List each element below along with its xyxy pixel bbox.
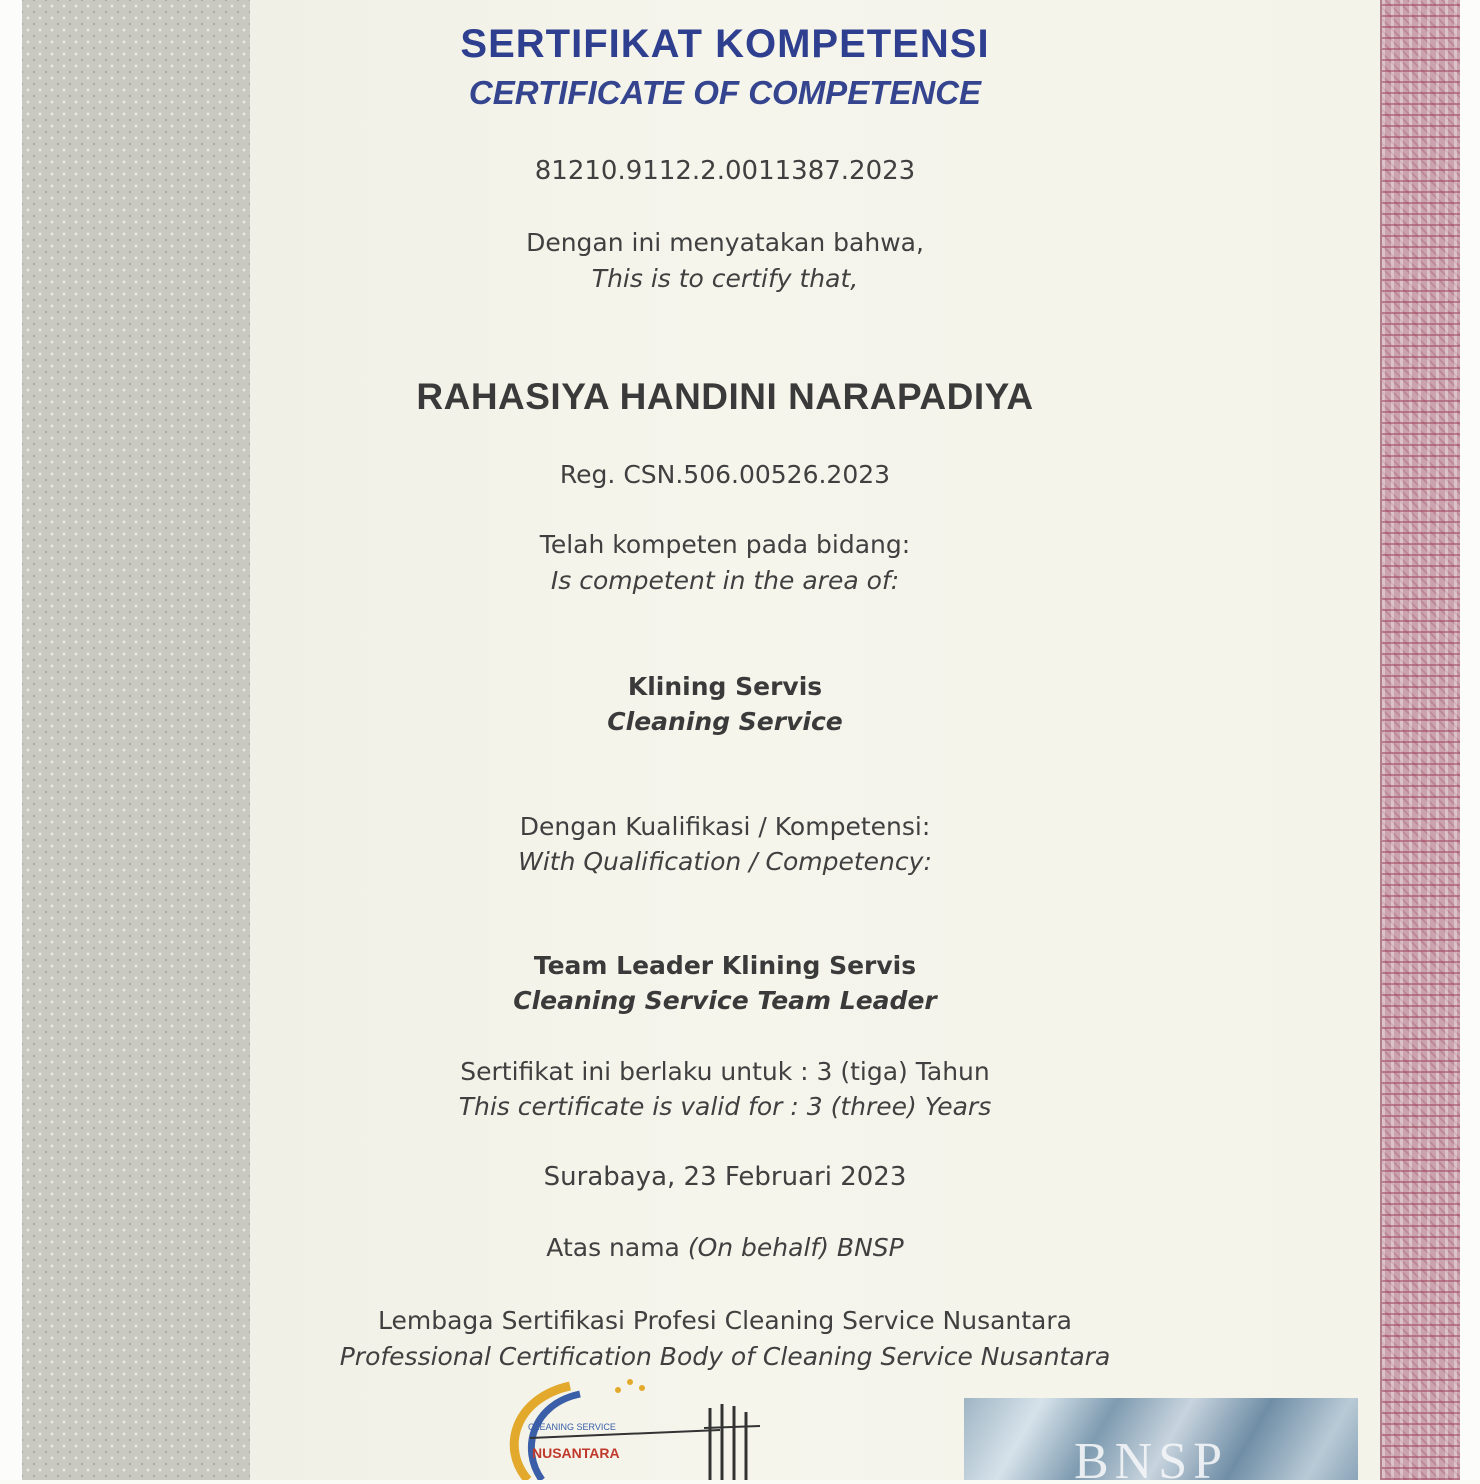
on-behalf-line <box>250 1233 1200 1262</box>
behalf-suffix: (On behalf) BNSP <box>687 1233 904 1262</box>
certificate-title-english: CERTIFICATE OF COMPETENCE <box>468 74 982 111</box>
certificate-title: SERTIFIKAT KOMPETENSI <box>460 22 990 66</box>
textured-side-strip <box>22 0 250 1480</box>
certify-statement-english: This is to certify that, <box>591 264 859 293</box>
qualification-english: Cleaning Service Team Leader <box>513 986 937 1015</box>
place-and-date: Surabaya, 23 Februari 2023 <box>543 1162 907 1192</box>
competent-label-english: Is competent in the area of: <box>550 566 900 595</box>
right-margin <box>1460 0 1480 1480</box>
competent-label: Telah kompeten pada bidang: <box>539 530 911 559</box>
competence-field: Klining Servis <box>627 672 823 701</box>
hologram-label: BNSP <box>1074 1433 1229 1480</box>
behalf-prefix: Atas nama <box>546 1233 680 1262</box>
qualification-label: Dengan Kualifikasi / Kompetensi: <box>519 812 931 841</box>
bnsp-hologram <box>964 1398 1358 1480</box>
institution-name-english: Professional Certification Body of Cleaning Service Nusantara <box>339 1342 1111 1371</box>
qualification: Team Leader Klining Servis <box>533 951 917 980</box>
validity-statement: Sertifikat ini berlaku untuk : 3 (tiga) Tahun <box>460 1057 990 1086</box>
holder-name: RAHASIYA HANDINI NARAPADIYA <box>416 376 1034 417</box>
cleaning-service-logo-icon <box>470 1368 770 1480</box>
certificate-number: 81210.9112.2.0011387.2023 <box>534 156 916 186</box>
svg-text:NUSANTARA: NUSANTARA <box>532 1445 620 1461</box>
registration-number: Reg. CSN.506.00526.2023 <box>559 460 891 489</box>
competence-field-english: Cleaning Service <box>607 707 843 736</box>
svg-text:CLEANING SERVICE: CLEANING SERVICE <box>528 1422 616 1432</box>
certify-statement: Dengan ini menyatakan bahwa, <box>526 228 924 257</box>
institution-name: Lembaga Sertifikasi Profesi Cleaning Service Nusantara <box>378 1306 1072 1335</box>
guilloche-security-border <box>1380 0 1464 1480</box>
validity-statement-english: This certificate is valid for : 3 (three) Years <box>458 1092 992 1121</box>
left-margin <box>0 0 22 1480</box>
institution-logo-and-signature <box>470 1368 770 1480</box>
qualification-label-english: With Qualification / Competency: <box>518 847 932 876</box>
